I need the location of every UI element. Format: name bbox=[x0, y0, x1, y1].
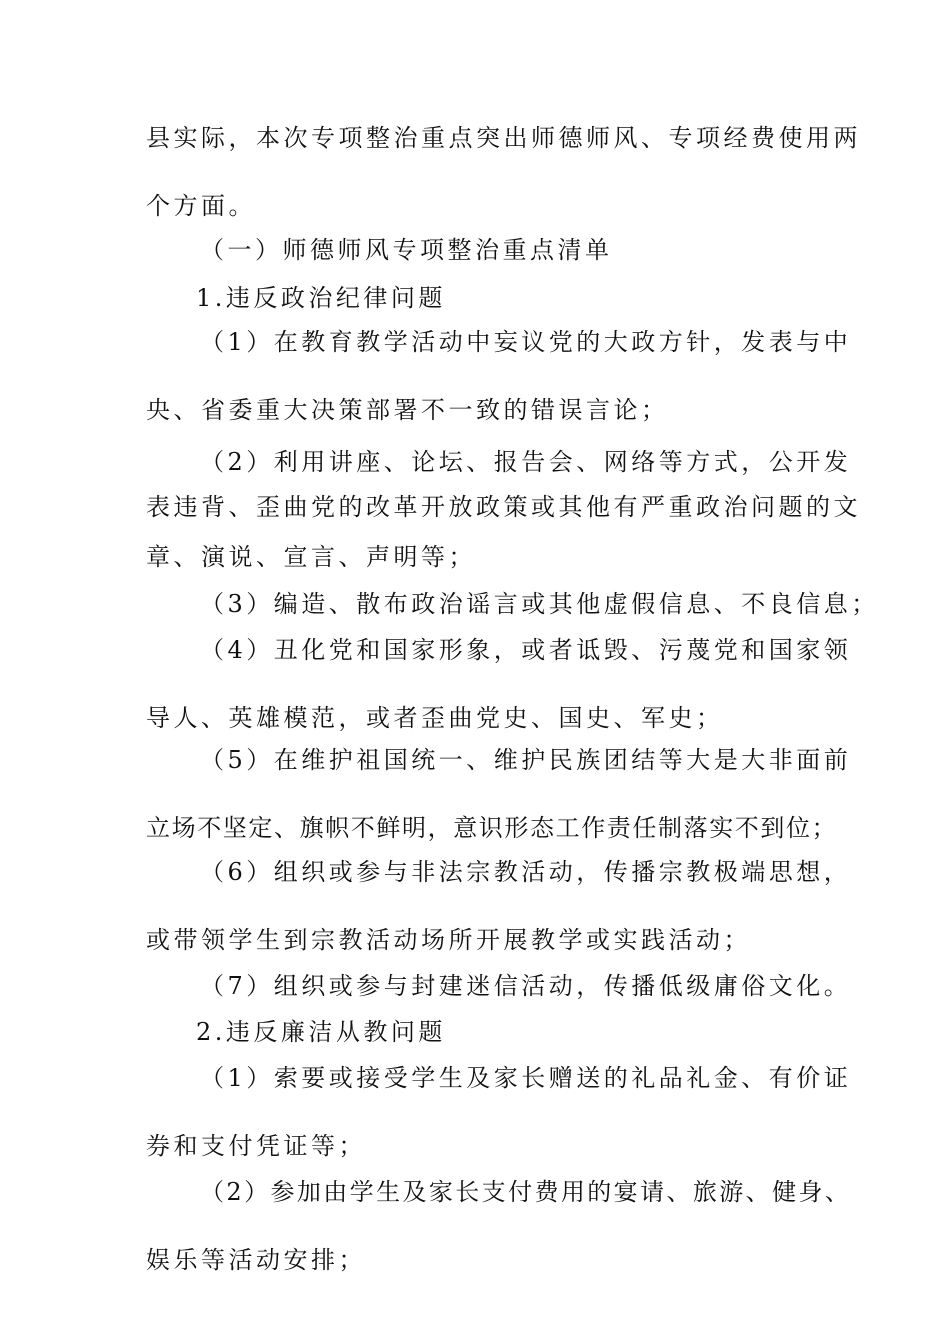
section-heading: （一）师德师风专项整治重点清单 bbox=[200, 236, 613, 264]
list-item: （1）在教育教学活动中妄议党的大政方针，发表与中 bbox=[200, 328, 852, 356]
list-item: （3）编造、散布政治谣言或其他虚假信息、不良信息； bbox=[200, 590, 879, 618]
list-item: （7）组织或参与封建迷信活动，传播低级庸俗文化。 bbox=[200, 972, 852, 1000]
list-item: （1）索要或接受学生及家长赠送的礼品礼金、有价证 bbox=[200, 1064, 852, 1092]
paragraph-line: 个方面。 bbox=[146, 192, 256, 220]
list-item-continuation: 导人、英雄模范，或者歪曲党史、国史、军史； bbox=[146, 704, 724, 732]
paragraph-line: 县实际，本次专项整治重点突出师德师风、专项经费使用两 bbox=[146, 124, 861, 152]
list-item: （2）参加由学生及家长支付费用的宴请、旅游、健身、 bbox=[200, 1178, 852, 1206]
list-item-continuation: 娱乐等活动安排； bbox=[146, 1246, 366, 1274]
list-item-continuation: 表违背、歪曲党的改革开放政策或其他有严重政治问题的文 bbox=[146, 493, 861, 521]
list-item: （5）在维护祖国统一、维护民族团结等大是大非面前 bbox=[200, 746, 852, 774]
subsection-heading: 2.违反廉洁从教问题 bbox=[196, 1018, 446, 1046]
list-item: （6）组织或参与非法宗教活动，传播宗教极端思想， bbox=[200, 858, 852, 886]
list-item-continuation: 央、省委重大决策部署不一致的错误言论； bbox=[146, 396, 669, 424]
subsection-heading: 1.违反政治纪律问题 bbox=[196, 284, 446, 312]
list-item-continuation: 或带领学生到宗教活动场所开展教学或实践活动； bbox=[146, 926, 751, 954]
list-item-continuation: 立场不坚定、旗帜不鲜明，意识形态工作责任制落实不到位； bbox=[146, 814, 838, 842]
list-item-continuation: 章、演说、宣言、声明等； bbox=[146, 543, 476, 571]
list-item: （4）丑化党和国家形象，或者诋毁、污蔑党和国家领 bbox=[200, 636, 852, 664]
list-item-continuation: 券和支付凭证等； bbox=[146, 1132, 366, 1160]
list-item: （2）利用讲座、论坛、报告会、网络等方式，公开发 bbox=[200, 448, 852, 476]
